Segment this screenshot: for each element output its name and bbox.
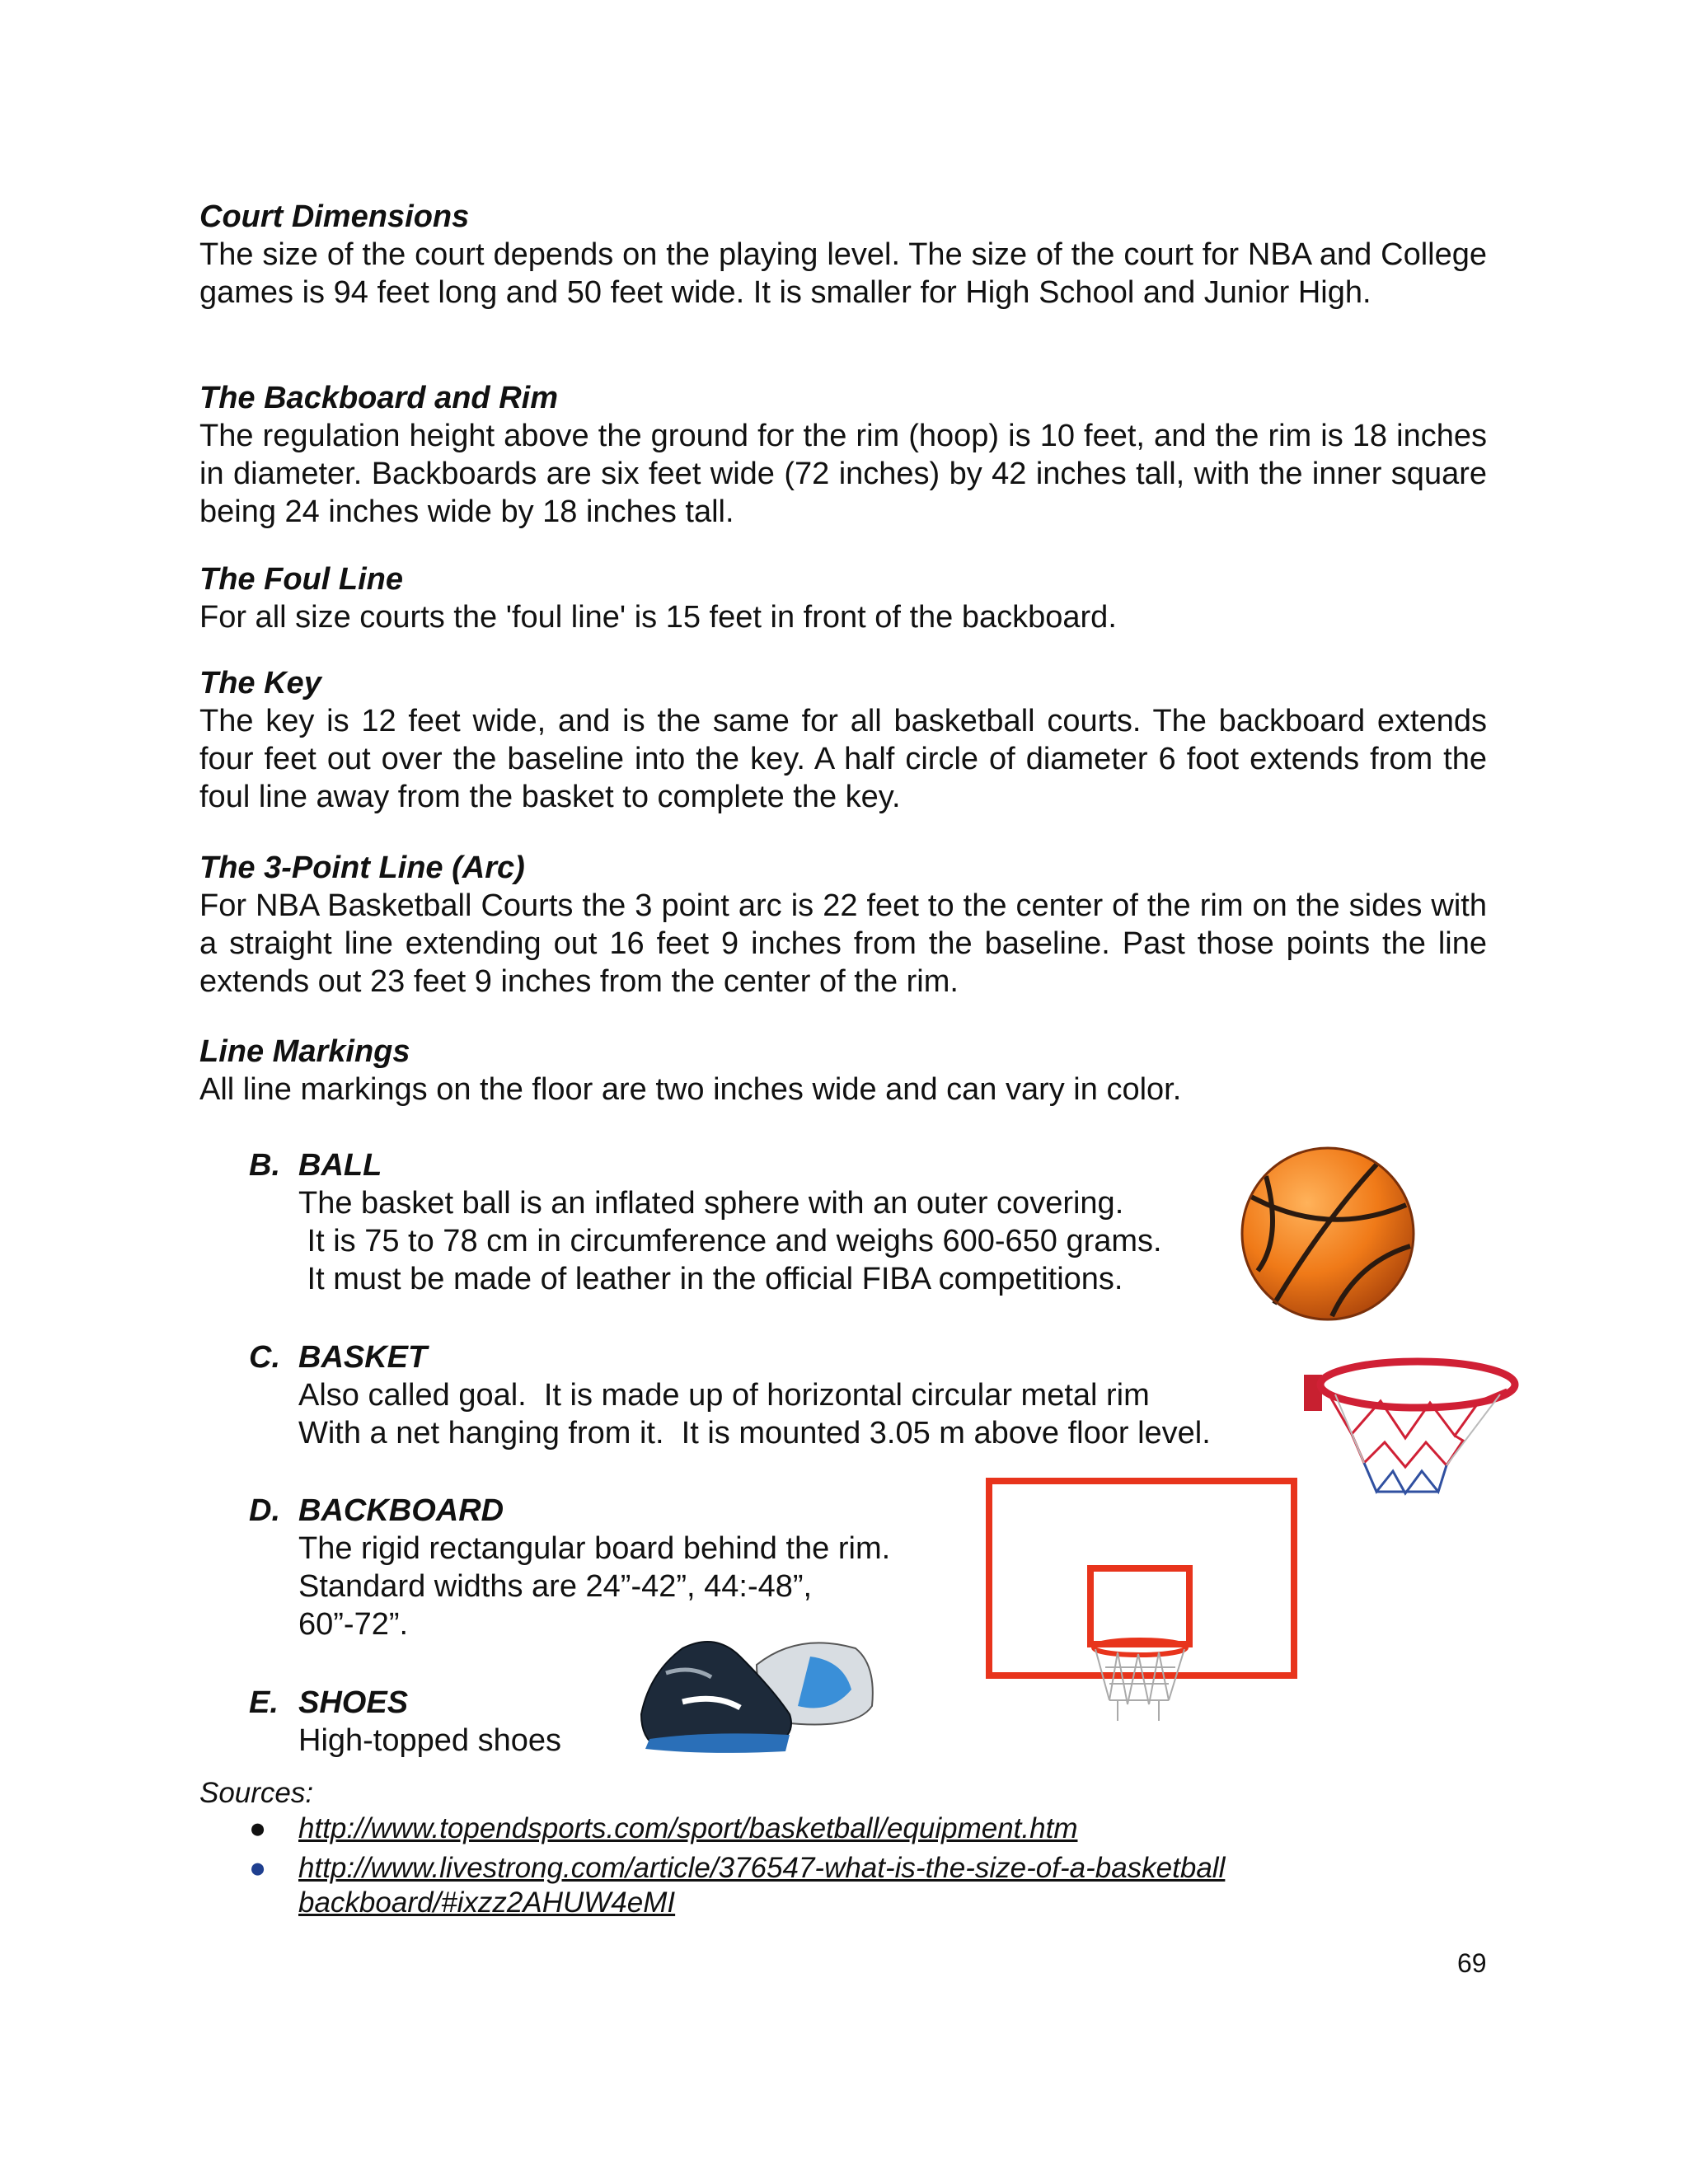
equipment-title (249, 1684, 561, 1722)
basket-hoop-icon (1302, 1352, 1517, 1500)
section-line-markings (199, 1033, 1487, 1108)
section-backboard-rim (199, 379, 1487, 531)
basketball-icon (1233, 1139, 1423, 1329)
equipment-letter: B. (249, 1148, 280, 1183)
section-heading: Line Markings (199, 1034, 410, 1069)
equipment-line: The basket ball is an inflated sphere with an outer covering. (298, 1186, 1124, 1221)
equipment-line: 60”-72”. (298, 1607, 409, 1642)
equipment-line: It must be made of leather in the official FIBA competitions. (298, 1262, 1123, 1296)
section-heading: The Backboard and Rim (199, 381, 558, 415)
section-heading: Court Dimensions (199, 199, 470, 234)
equipment-title-text: BALL (298, 1148, 382, 1183)
bullet-icon: ● (249, 1812, 267, 1844)
section-text: All line markings on the floor are two inches wide and can vary in color. (199, 1072, 1182, 1107)
equipment-ball (249, 1146, 1162, 1298)
equipment-title-text: BASKET (298, 1340, 428, 1375)
section-heading: The Key (199, 666, 321, 701)
equipment-title-text: SHOES (298, 1685, 409, 1720)
section-text: For all size courts the 'foul line' is 15 feet in front of the backboard. (199, 600, 1117, 635)
equipment-letter: C. (249, 1340, 280, 1375)
section-key (199, 664, 1487, 816)
sources-list (199, 1811, 1353, 1920)
source-link[interactable] (199, 1811, 1353, 1846)
sources-label: Sources: (199, 1777, 314, 1809)
equipment-line: The rigid rectangular board behind the rim. (298, 1531, 891, 1566)
equipment-letter: D. (249, 1493, 280, 1528)
equipment-title (249, 1492, 890, 1530)
equipment-line: It is 75 to 78 cm in circumference and weighs 600-650 grams. (298, 1224, 1162, 1258)
source-link-text[interactable]: http://www.topendsports.com/sport/basketball/equipment.htm (298, 1812, 1078, 1844)
equipment-basket (249, 1338, 1211, 1452)
section-text: The key is 12 feet wide, and is the same for all basketball courts. The backboard extends four feet out over the baseline into the key. A half circle of diameter 6 foot extends from the foul line away from the basket to complete the key. (199, 704, 1487, 814)
section-heading: The Foul Line (199, 562, 403, 597)
source-link-continuation[interactable] (199, 1886, 1353, 1920)
section-court-dimensions (199, 198, 1487, 312)
section-heading: The 3-Point Line (Arc) (199, 851, 525, 885)
bullet-icon: ● (249, 1852, 267, 1884)
backboard-icon (986, 1478, 1299, 1725)
section-foul-line (199, 560, 1487, 636)
equipment-line: With a net hanging from it. It is mounted 3.05 m above floor level. (298, 1416, 1211, 1451)
equipment-shoes (249, 1684, 561, 1760)
equipment-title-text: BACKBOARD (298, 1493, 504, 1528)
equipment-title (249, 1338, 1211, 1376)
source-link-text[interactable]: http://www.livestrong.com/article/376547-what-is-the-size-of-a-basketball (298, 1852, 1226, 1884)
section-text: The size of the court depends on the playing level. The size of the court for NBA and College games is 94 feet long and 50 feet wide. It is smaller for High School and Junior High. (199, 237, 1487, 310)
equipment-title (249, 1146, 1162, 1184)
section-text: For NBA Basketball Courts the 3 point arc is 22 feet to the center of the rim on the sides with a straight line extending out 16 feet 9 inches from the baseline. Past those points the line extends out 23 feet 9 inches from the center of the rim. (199, 888, 1487, 999)
equipment-line: High-topped shoes (298, 1723, 561, 1758)
equipment-line: Also called goal. It is made up of horizontal circular metal rim (298, 1378, 1150, 1413)
section-text: The regulation height above the ground for the rim (hoop) is 10 feet, and the rim is 18 inches in diameter. Backboards are six feet wide (72 inches) by 42 inches tall, with the inner square being 24 inches wide by 18 inches tall. (199, 419, 1487, 529)
source-link[interactable] (199, 1851, 1353, 1886)
source-link-text[interactable]: backboard/#ixzz2AHUW4eMI (298, 1886, 676, 1919)
page-number: 69 (1457, 1948, 1487, 1978)
shoes-icon (633, 1615, 880, 1767)
equipment-line: Standard widths are 24”-42”, 44:-48”, (298, 1569, 813, 1604)
equipment-letter: E. (249, 1685, 279, 1720)
section-three-point-line (199, 849, 1487, 1001)
